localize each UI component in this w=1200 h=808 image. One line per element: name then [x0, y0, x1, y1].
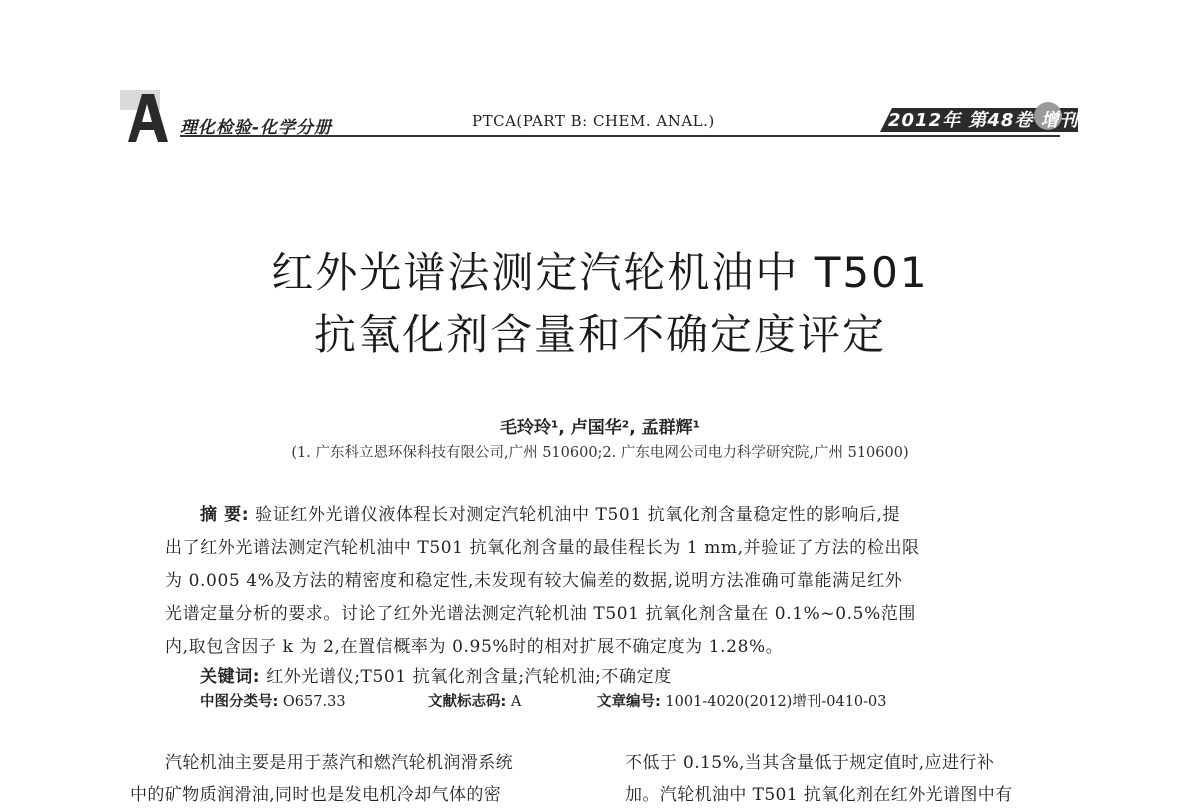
body-right-line-2: 加。汽轮机油中 T501 抗氧化剂在红外光谱图中有 [625, 785, 1013, 805]
abstract-text-1: 验证红外光谱仪液体程长对测定汽轮机油中 T501 抗氧化剂含量稳定性的影响后,提 [255, 505, 901, 525]
document-code [428, 690, 521, 711]
journal-name: 理化检验-化学分册 [180, 118, 333, 138]
keywords [200, 662, 672, 687]
body-left-line-2: 中的矿物质润滑油,同时也是发电机冷却气体的密 [130, 785, 502, 805]
abstract-label: 摘 要: [200, 505, 250, 525]
article-label: 文章编号: [597, 694, 661, 710]
article-number [597, 690, 887, 711]
abstract-line-1 [200, 500, 900, 525]
abstract-line-5: 内,取包含因子 k 为 2,在置信概率为 0.95%时的相对扩展不确定度为 1.28%。 [165, 637, 784, 657]
body-left-line-1: 汽轮机油主要是用于蒸汽和燃汽轮机润滑系统 [165, 753, 513, 773]
journal-english-name: PTCA(PART B: CHEM. ANAL.) [472, 112, 715, 130]
issue-label: 2012年 第48卷 增刊 [888, 110, 1079, 131]
body-right-line-1: 不低于 0.15%,当其含量低于规定值时,应进行补 [625, 753, 995, 773]
article-value: 1001-4020(2012)增刊-0410-03 [665, 694, 887, 710]
doc-value: A [510, 694, 522, 710]
affiliation: (1. 广东科立恩环保科技有限公司,广州 510600;2. 广东电网公司电力科学研究院,广州 510600) [291, 445, 909, 461]
authors: 毛玲玲¹, 卢国华², 孟群辉¹ [499, 418, 701, 438]
abstract-line-3: 为 0.005 4%及方法的精密度和稳定性,未发现有较大偏差的数据,说明方法准确可靠能满足红外 [165, 571, 903, 591]
header-rule [180, 135, 1060, 137]
clc-number [200, 690, 346, 711]
keywords-label: 关键词: [200, 667, 261, 687]
doc-label: 文献标志码: [428, 694, 507, 710]
abstract-line-4: 光谱定量分析的要求。讨论了红外光谱法测定汽轮机油 T501 抗氧化剂含量在 0.1%~0.5%范围 [165, 604, 917, 624]
clc-value: O657.33 [282, 694, 346, 710]
article-title-line-1: 红外光谱法测定汽轮机油中 T501 [271, 248, 929, 297]
keywords-value: 红外光谱仪;T501 抗氧化剂含量;汽轮机油;不确定度 [266, 667, 672, 687]
abstract-line-2: 出了红外光谱法测定汽轮机油中 T501 抗氧化剂含量的最佳程长为 1 mm,并验证了方法的检出限 [165, 538, 920, 558]
article-title-line-2: 抗氧化剂含量和不确定度评定 [313, 310, 886, 359]
clc-label: 中图分类号: [200, 694, 279, 710]
journal-logo-icon [118, 88, 178, 144]
